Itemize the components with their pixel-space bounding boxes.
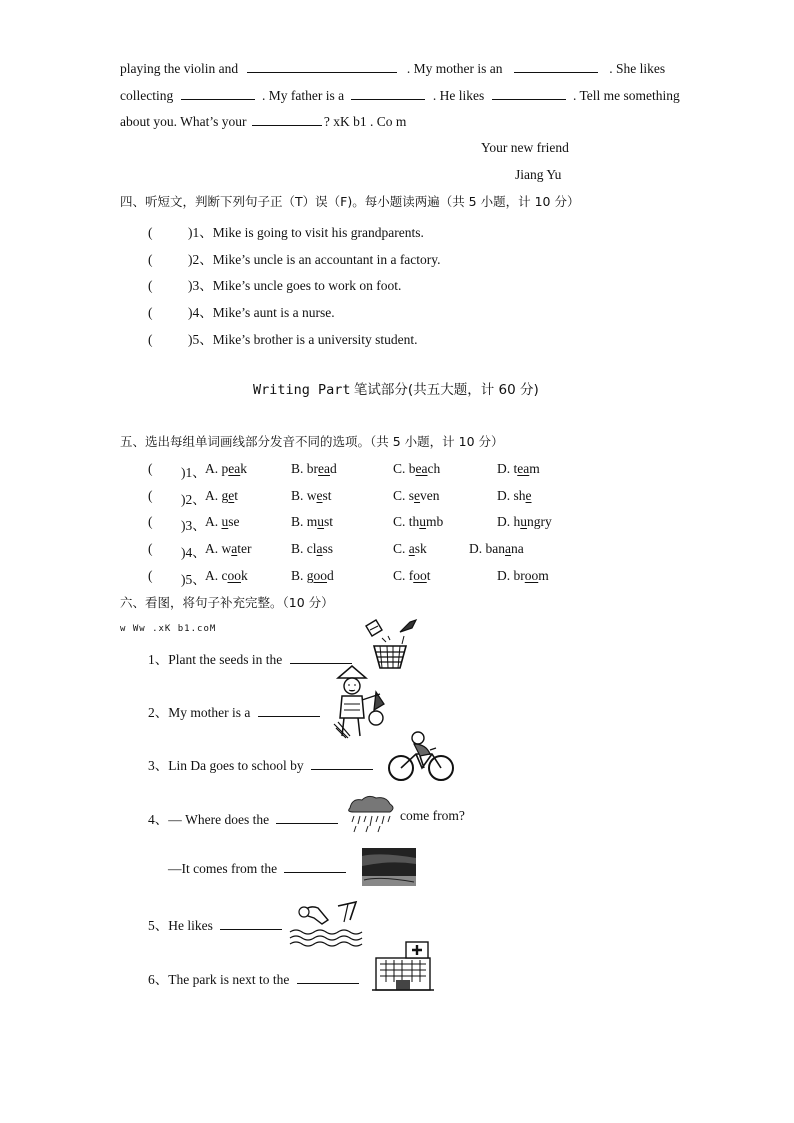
option-text: A. — [205, 514, 222, 529]
option-text: C. — [393, 541, 409, 556]
letter-text: playing the violin and — [120, 61, 239, 76]
underlined-letters: ea — [415, 461, 428, 476]
underlined-letters: ea — [228, 461, 241, 476]
underlined-letters: a — [505, 541, 511, 556]
item-text: )5、Mike’s brother is a university student. — [188, 332, 418, 347]
item-text: )3、Mike’s uncle goes to work on foot. — [188, 278, 402, 293]
underlined-letters: u — [317, 514, 325, 529]
underlined-letters: a — [408, 541, 415, 556]
bicycle-rider-icon — [386, 730, 456, 784]
option-c — [393, 541, 427, 557]
listening-item — [148, 328, 417, 348]
option-text: mb — [426, 514, 444, 529]
answer-paren[interactable]: ( — [148, 332, 153, 347]
hospital-icon — [372, 938, 434, 992]
option-text: A. g — [205, 488, 229, 503]
letter-line-2 — [120, 88, 680, 104]
option-text: st — [324, 514, 334, 529]
underlined-letters: u — [520, 514, 527, 529]
answer-paren[interactable]: ( — [148, 461, 153, 476]
item-text: 2、My mother is a — [148, 705, 251, 720]
item-text: )4、Mike’s aunt is a nurse. — [188, 305, 335, 320]
underlined-letters: u — [221, 514, 229, 529]
answer-blank[interactable] — [181, 89, 255, 100]
flower-pot-icon — [360, 616, 420, 670]
item-text-after: come from? — [400, 808, 465, 823]
street-cleaner-icon — [330, 664, 390, 740]
option-text: d — [327, 568, 334, 583]
item-text: 1、Plant the seeds in the — [148, 652, 283, 667]
answer-blank[interactable] — [252, 115, 322, 126]
underlined-letters: a — [231, 541, 238, 556]
option-c — [393, 568, 431, 584]
option-a — [205, 461, 247, 477]
picture-item — [148, 754, 373, 774]
letter-text: about you. What’s your — [120, 114, 247, 129]
option-text: ss — [322, 541, 334, 556]
option-d — [497, 568, 549, 584]
answer-blank[interactable] — [276, 813, 338, 824]
option-text: D. h — [497, 514, 521, 529]
underlined-letters: e — [414, 488, 421, 503]
letter-text: ? xK b1 . Co m — [323, 114, 407, 129]
option-text: d — [329, 461, 337, 476]
option-b — [291, 568, 334, 584]
option-c — [393, 461, 440, 477]
answer-blank[interactable] — [351, 89, 425, 100]
answer-paren[interactable]: ( — [148, 514, 153, 529]
underlined-letters: ea — [517, 461, 530, 476]
option-d — [469, 541, 524, 557]
answer-blank[interactable] — [311, 759, 373, 770]
option-text: B. g — [291, 568, 314, 583]
option-text: k — [241, 568, 248, 583]
item-number: )5、 — [181, 572, 206, 587]
answer-blank[interactable] — [290, 653, 352, 664]
listening-item — [148, 274, 401, 294]
letter-text: . My father is a — [261, 88, 345, 103]
option-c — [393, 488, 440, 504]
option-text: C. s — [393, 488, 415, 503]
answer-paren[interactable]: ( — [148, 305, 153, 320]
letter-text: . My mother is an — [406, 61, 503, 76]
item-text: )1、Mike is going to visit his grandparents. — [188, 225, 424, 240]
option-text: k — [240, 461, 247, 476]
option-d — [497, 461, 540, 477]
picture-item — [148, 648, 352, 668]
option-a — [205, 514, 240, 530]
option-text: ch — [427, 461, 441, 476]
option-text: A. w — [205, 541, 232, 556]
option-text: ter — [237, 541, 252, 556]
title-cn: 笔试部分(共五大题，计 60 分) — [353, 382, 539, 398]
option-text: D. br — [497, 568, 525, 583]
underlined-letters: oo — [227, 568, 241, 583]
option-text: B. m — [291, 514, 318, 529]
picture-item — [148, 808, 338, 828]
listening-item — [148, 301, 335, 321]
section-6-heading: 六、看图，将句子补充完整。（10 分） — [120, 595, 334, 610]
underlined-letters: u — [419, 514, 427, 529]
answer-paren[interactable]: ( — [148, 278, 153, 293]
option-text: ngry — [527, 514, 552, 529]
option-text: B. cl — [291, 541, 317, 556]
answer-paren[interactable]: ( — [148, 568, 153, 583]
underlined-letters: oo — [413, 568, 427, 583]
answer-paren[interactable]: ( — [148, 225, 153, 240]
option-text: t — [426, 568, 431, 583]
item-number: )2、 — [181, 492, 206, 507]
option-b — [291, 461, 337, 477]
picture-item — [148, 914, 282, 934]
section-5-heading: 五、选出每组单词画线部分发音不同的选项。（共 5 小题，计 10 分） — [120, 434, 504, 449]
option-text: D. sh — [497, 488, 526, 503]
answer-blank[interactable] — [247, 62, 397, 73]
letter-text: . She likes — [609, 61, 666, 76]
letter-line-1 — [120, 61, 665, 77]
option-text: B. br — [291, 461, 318, 476]
option-text: B. w — [291, 488, 317, 503]
option-b — [291, 541, 333, 557]
letter-line-3 — [120, 114, 406, 130]
letter-text: . Tell me something — [572, 88, 680, 103]
underlined-letters: oo — [524, 568, 539, 583]
dark-sky-icon — [360, 846, 418, 888]
rain-cloud-icon — [346, 794, 396, 834]
item-text: )2、Mike’s uncle is an accountant in a factory. — [188, 252, 441, 267]
option-text: A. c — [205, 568, 228, 583]
letter-signature: Jiang Yu — [515, 167, 562, 182]
option-text: ven — [420, 488, 440, 503]
option-text: C. f — [393, 568, 414, 583]
watermark-text: w Ww .xK b1.coM — [120, 624, 217, 634]
option-text: t — [234, 488, 239, 503]
option-text: C. th — [393, 514, 420, 529]
option-text: se — [228, 514, 240, 529]
option-a — [205, 488, 238, 504]
item-text: 4、— Where does the — [148, 812, 270, 827]
title-en: Writing Part — [253, 382, 351, 398]
answer-paren[interactable]: ( — [148, 541, 153, 556]
option-text: m — [538, 568, 549, 583]
swimmer-icon — [288, 898, 368, 948]
answer-blank[interactable] — [258, 706, 320, 717]
option-a — [205, 568, 248, 584]
underlined-letters: e — [228, 488, 235, 503]
writing-part-title — [253, 378, 539, 398]
option-c — [393, 514, 443, 530]
answer-blank[interactable] — [492, 89, 566, 100]
letter-closing: Your new friend — [481, 140, 569, 155]
option-b — [291, 488, 332, 504]
option-text: sk — [414, 541, 427, 556]
letter-text: collecting — [120, 88, 174, 103]
answer-paren[interactable]: ( — [148, 488, 153, 503]
item-text: 3、Lin Da goes to school by — [148, 758, 304, 773]
option-text: D. ban — [469, 541, 505, 556]
option-d — [497, 488, 532, 504]
underlined-letters: e — [525, 488, 532, 503]
underlined-letters: a — [316, 541, 323, 556]
option-text: st — [322, 488, 332, 503]
answer-blank[interactable] — [297, 973, 359, 984]
answer-blank[interactable] — [514, 62, 598, 73]
answer-paren[interactable]: ( — [148, 252, 153, 267]
picture-item — [148, 701, 320, 721]
item-number: )3、 — [181, 518, 206, 533]
underlined-letters: e — [316, 488, 323, 503]
section-4-heading: 四、听短文，判断下列句子正（T）误（F)。每小题读两遍（共 5 小题，计 10 分） — [120, 194, 580, 209]
option-d — [497, 514, 552, 530]
option-text: na — [511, 541, 524, 556]
letter-text: . He likes — [432, 88, 485, 103]
option-b — [291, 514, 333, 530]
listening-item — [148, 221, 424, 241]
item-text: 5、He likes — [148, 918, 213, 933]
item-number: )4、 — [181, 545, 206, 560]
option-text: D. t — [497, 461, 518, 476]
answer-blank[interactable] — [220, 919, 282, 930]
item-text: 6、The park is next to the — [148, 972, 290, 987]
option-text: C. b — [393, 461, 416, 476]
underlined-letters: ea — [318, 461, 330, 476]
listening-item — [148, 248, 441, 268]
item-text: —It comes from the — [168, 861, 278, 876]
option-text: A. p — [205, 461, 229, 476]
underlined-letters: oo — [313, 568, 328, 583]
answer-blank[interactable] — [284, 862, 346, 873]
option-a — [205, 541, 252, 557]
option-text: m — [529, 461, 540, 476]
item-number: )1、 — [181, 465, 206, 480]
picture-item — [148, 968, 359, 988]
picture-item — [168, 861, 346, 877]
